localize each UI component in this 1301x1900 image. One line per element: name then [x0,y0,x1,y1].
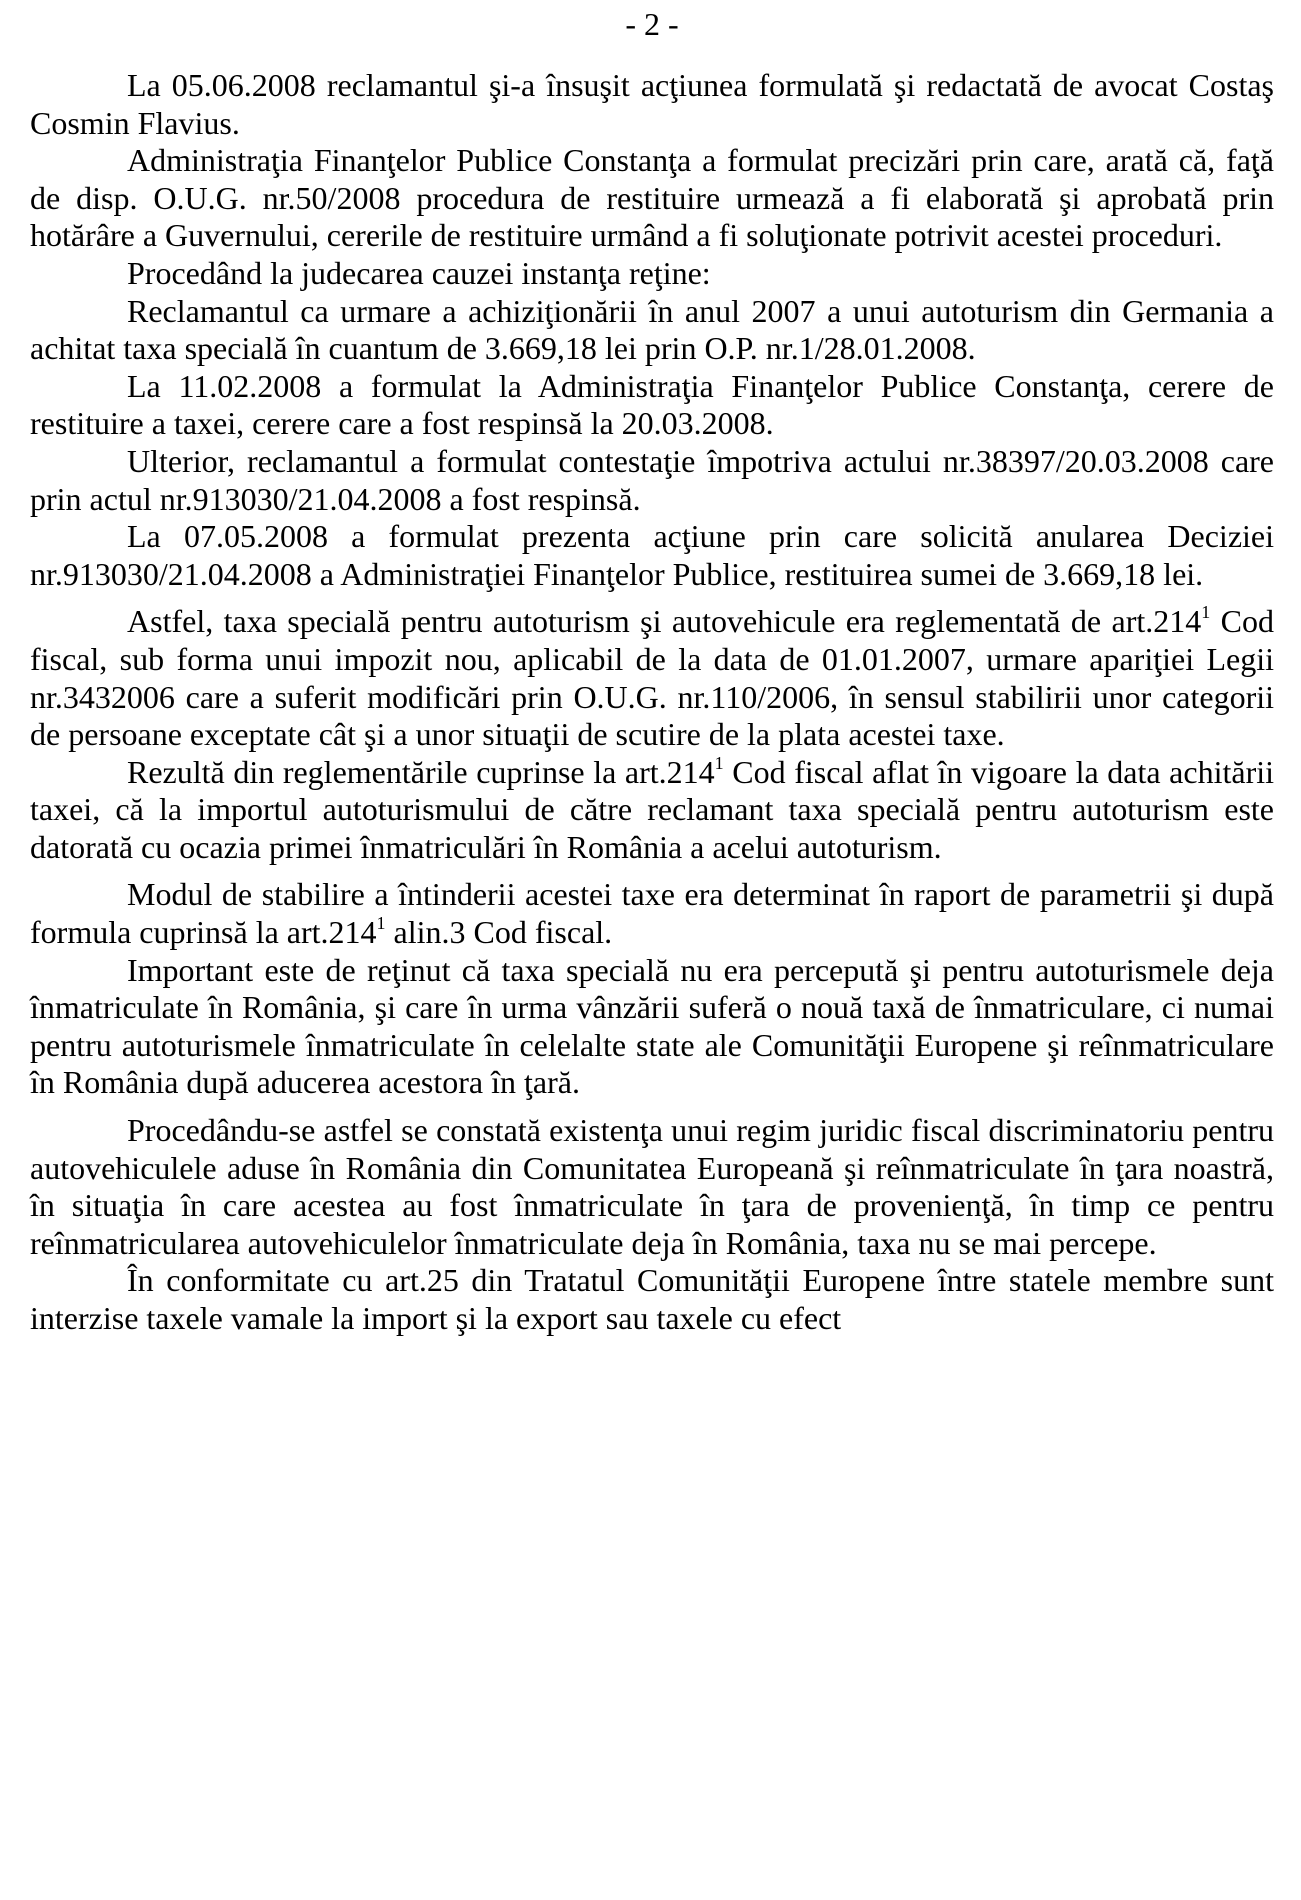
paragraph-3: Procedând la judecarea cauzei instanţa reţine: [127,254,711,291]
paragraph-8: Astfel, taxa specială pentru autoturism şi autovehicule era reglementată de art.214$^1$ Cod fiscal, sub forma unui impozit nou, aplicabil de la data de 01.01.2007, urmare apariţiei Legii nr.3432006 care a suferit modificări prin O.U.G. nr.110/2006, în sensul stabilirii unor categorii de persoane exceptate cât şi a unor situaţii de scutire de la plata acestei taxe. [30,602,1275,753]
paragraph-12: Procedându-se astfel se constată existenţa unui regim juridic fiscal discriminatoriu pentru autovehiculele aduse în România din Comunitatea Europeană şi reînmatriculate în ţara noastră, în situaţia în care acestea au fost înmatriculate în ţara de provenienţă, în timp ce pentru reînmatricularea autovehiculelor înmatriculate deja în România, taxa nu se mai percepe. [30,1112,1274,1261]
paragraph-2: Administraţia Finanţelor Publice Constanţa a formulat precizări prin care, arată că, faţă de disp. O.U.G. nr.50/2008 procedura de restituire urmează a fi elaborată şi aprobată prin hotărâre a Guvernului, cererile de restituire urmând a fi soluţionate potrivit acestei proceduri. [30,142,1274,254]
paragraph-13: În conformitate cu art.25 din Tratatul Comunităţii Europene între statele membre sunt interzise taxele vamale la import şi la export sau taxele cu efect [30,1262,1274,1336]
superscript: 1 [1201,602,1211,623]
paragraph-10: Modul de stabilire a întinderii acestei taxe era determinat în raport de parametrii şi după formula cuprinsă la art.214$^1$ alin.3 Cod fiscal. [30,876,1274,951]
page-number: - 2 - [625,6,679,42]
paragraph-1: La 05.06.2008 reclamantul şi-a însuşit acţiunea formulată şi redactată de avocat Costaş Cosmin Flavius. [30,67,1274,141]
superscript: 1 [714,752,724,773]
paragraph-6: Ulterior, reclamantul a formulat contestaţie împotriva actului nr.38397/20.03.2008 care prin actul nr.913030/21.04.2008 a fost respinsă. [30,442,1274,517]
paragraph-11: Important este de reţinut că taxa specială nu era percepută şi pentru autoturismele deja înmatriculate în România, şi care în urma vânzării suferă o nouă taxă de înmatriculare, ci numai pentru autoturismele înmatriculate în celelalte state ale Comunităţii Europene şi reînmatriculare în România după aducerea acestora în ţară. [30,951,1274,1101]
document-body [30,67,1274,1338]
superscript: 1 [376,913,386,934]
paragraph-4: Reclamantul ca urmare a achiziţionării în anul 2007 a unui autoturism din Germania a achitat taxa specială în cuantum de 3.669,18 lei prin O.P. nr.1/28.01.2008. [30,292,1274,367]
paragraph-5: La 11.02.2008 a formulat la Administraţia Finanţelor Publice Constanţa, cerere de restituire a taxei, cerere care a fost respinsă la 20.03.2008. [30,367,1274,442]
paragraph-9: Rezultă din reglementările cuprinse la art.214$^1$ Cod fiscal aflat în vigoare la data achitării taxei, că la importul autoturismului de către reclamant taxa specială pentru autoturism este datorată cu ocazia primei înmatriculări în România a acelui autoturism. [30,752,1275,865]
paragraph-7: La 07.05.2008 a formulat prezenta acţiune prin care solicită anularea Deciziei nr.913030/21.04.2008 a Administraţiei Finanţelor Publice, restituirea sumei de 3.669,18 lei. [30,518,1274,592]
